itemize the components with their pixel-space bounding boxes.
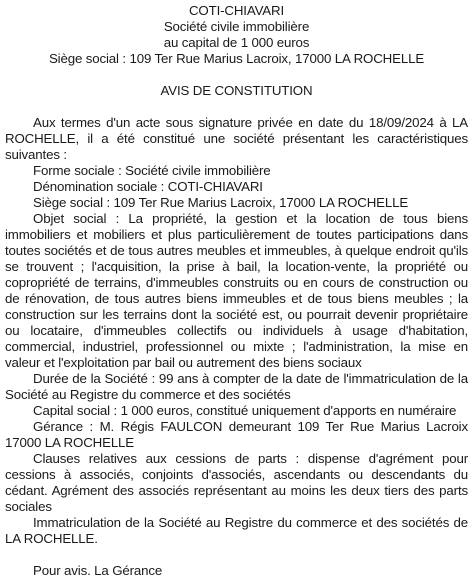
registration: Immatriculation de la Société au Registre du commerce et des sociétés de LA ROCHELLE. [5, 515, 468, 546]
registered-office: Siège social : 109 Ter Rue Marius Lacroix, 17000 LA ROCHELLE [33, 195, 409, 210]
spacer [5, 67, 468, 83]
company-duration: Durée de la Société : 99 ans à compter de la date de l'immatriculation de la Société au Registre du commerce et des sociétés [5, 371, 468, 402]
spacer [5, 99, 468, 115]
company-head-office: Siège social : 109 Ter Rue Marius Lacroix, 17000 LA ROCHELLE [48, 51, 425, 66]
company-capital: au capital de 1 000 euros [163, 35, 310, 50]
notice-title: AVIS DE CONSTITUTION [160, 83, 313, 98]
denomination: Dénomination sociale : COTI-CHIAVARI [33, 179, 263, 194]
intro-paragraph: Aux termes d'un acte sous signature privée en date du 18/09/2024 à LA ROCHELLE, il a été constitué une société présentant les caractéristiques suivantes : [5, 115, 468, 162]
legal-notice [5, 3, 468, 579]
share-capital: Capital social : 1 000 euros, constitué uniquement d'apports en numéraire [33, 403, 457, 418]
spacer [5, 547, 468, 563]
signature: Pour avis. La Gérance [33, 563, 163, 578]
management: Gérance : M. Régis FAULCON demeurant 109 Ter Rue Marius Lacroix 17000 LA ROCHELLE [5, 419, 468, 450]
corporate-purpose: Objet social : La propriété, la gestion et la location de tous biens immobiliers et mobiliers et plus particulièrement de toutes participations dans toutes sociétés et de tous autres meubles et immeubles, à quelque endroit qu'ils se trouvent ; l'acquisition, la prise à bail, la location-vente, la propriété ou copropriété de terrains, d'immeubles construits ou en cours de construction ou de rénovation, de tous autres biens immeubles et de tous biens meubles ; la construction sur les terrains dont la société est, ou pourrait devenir propriétaire ou locataire, d'immeubles collectifs ou individuels à usage d'habitation, commercial, industriel, professionnel ou mixte ; l'administration, la mise en valeur et l'exploitation par bail ou autrement des biens sociaux [5, 211, 468, 370]
legal-form: Forme sociale : Société civile immobilière [33, 163, 271, 178]
company-name: COTI-CHIAVARI [188, 3, 285, 18]
share-transfer-clauses: Clauses relatives aux cessions de parts : dispense d'agrément pour cessions à associés, conjoints d'associés, ascendants ou descendants du cédant. Agrément des associés représentant au moins les deux tiers des parts sociales [5, 451, 468, 514]
company-type: Société civile immobilière [163, 19, 310, 34]
